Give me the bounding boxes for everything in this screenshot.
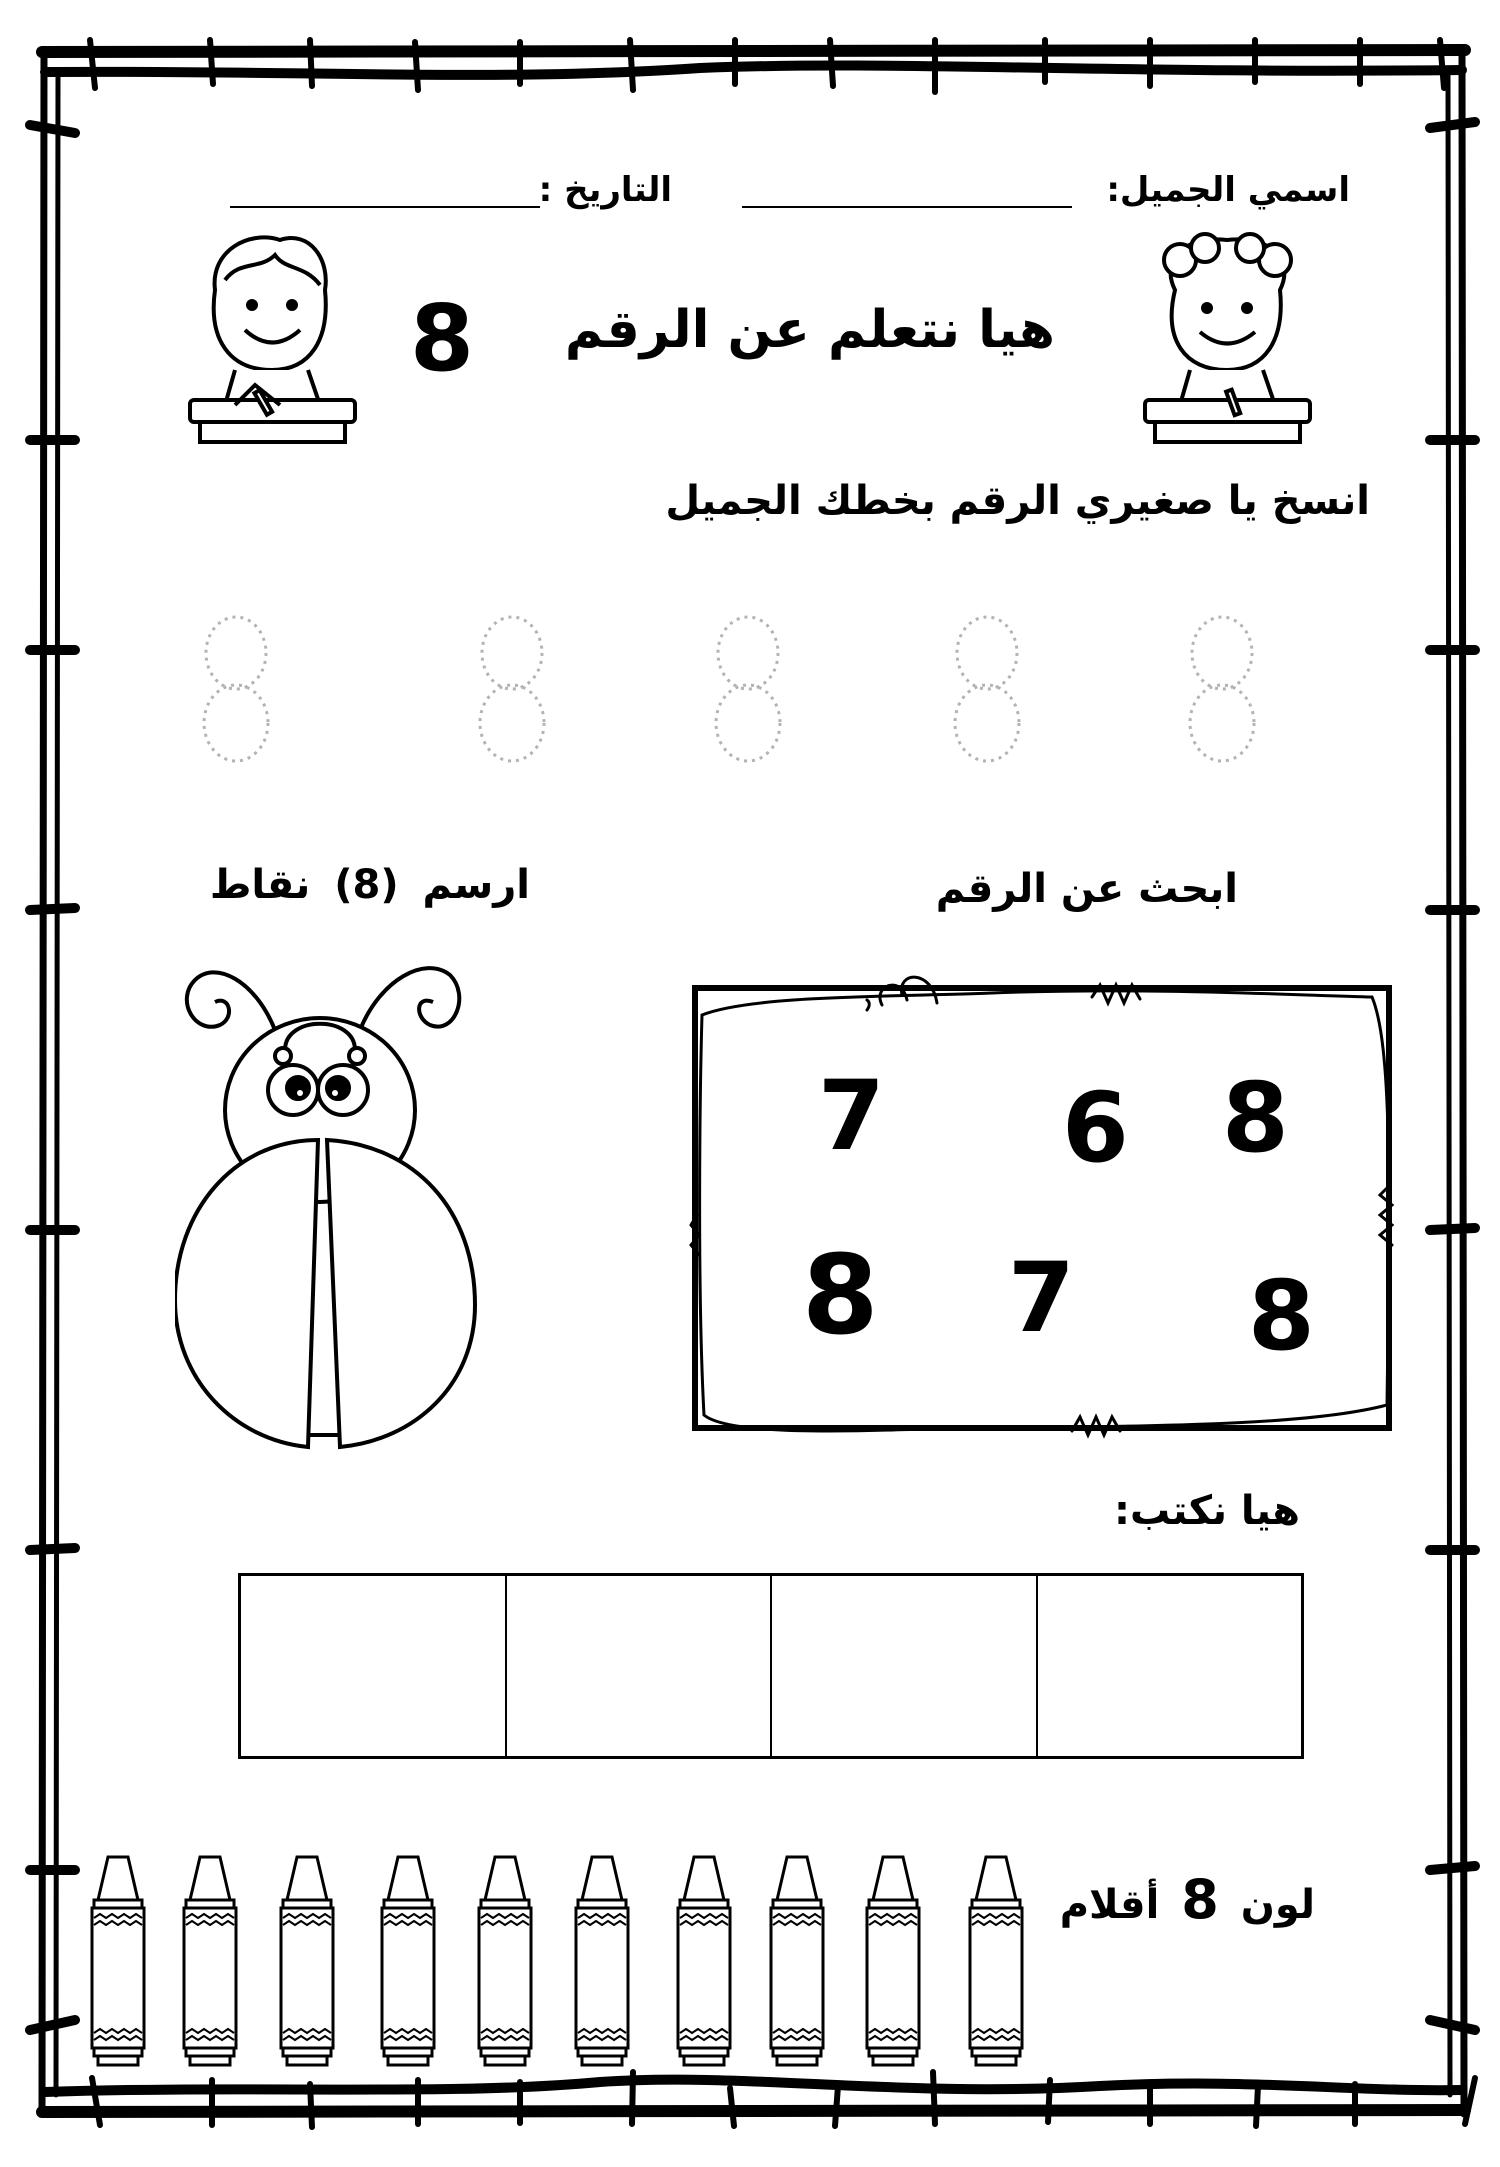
trace-digit-8[interactable] <box>1182 615 1262 765</box>
writing-box[interactable] <box>1038 1576 1302 1756</box>
color-label-post: أقلام <box>1059 1882 1160 1928</box>
crayon-icon[interactable] <box>88 1855 148 2067</box>
crayon-icon[interactable] <box>180 1855 240 2067</box>
girl-writing-illustration <box>1135 230 1320 465</box>
crayon-icon[interactable] <box>277 1855 337 2067</box>
title-number: 8 <box>410 285 475 392</box>
writing-box[interactable] <box>507 1576 773 1756</box>
crayon-icon[interactable] <box>572 1855 632 2067</box>
draw-label-number: (8) <box>334 862 399 908</box>
trace-digit-8[interactable] <box>196 615 276 765</box>
draw-dots-label <box>210 862 530 908</box>
name-field[interactable] <box>742 206 1072 208</box>
search-number[interactable]: 8 <box>1222 1062 1289 1174</box>
crayon-icon[interactable] <box>475 1855 535 2067</box>
search-number[interactable]: 8 <box>1248 1260 1315 1372</box>
trace-digit-8[interactable] <box>472 615 552 765</box>
trace-digit-8[interactable] <box>708 615 788 765</box>
draw-label-post: نقاط <box>209 862 311 908</box>
boy-writing-illustration <box>180 230 365 465</box>
color-crayons-label <box>1060 1868 1315 1931</box>
writing-grid <box>238 1573 1304 1759</box>
crayon-icon[interactable] <box>767 1855 827 2067</box>
search-number[interactable]: 7 <box>818 1060 885 1172</box>
date-field[interactable] <box>230 206 540 208</box>
crayon-icon[interactable] <box>966 1855 1026 2067</box>
color-label-number: 8 <box>1181 1868 1219 1931</box>
crayon-icon[interactable] <box>863 1855 923 2067</box>
date-label: التاريخ : <box>538 170 672 210</box>
crayon-icon[interactable] <box>378 1855 438 2067</box>
ladybug-illustration[interactable] <box>175 940 535 1465</box>
crayon-icon[interactable] <box>674 1855 734 2067</box>
search-number[interactable]: 7 <box>1008 1242 1075 1354</box>
draw-label-pre: ارسم <box>422 862 530 908</box>
writing-box[interactable] <box>241 1576 507 1756</box>
search-number[interactable]: 8 <box>802 1231 879 1359</box>
trace-digit-8[interactable] <box>947 615 1027 765</box>
color-label-pre: لون <box>1240 1882 1315 1928</box>
page-title: هيا نتعلم عن الرقم <box>564 300 1055 360</box>
name-label: اسمي الجميل: <box>1106 170 1350 210</box>
tracing-instruction: انسخ يا صغيري الرقم بخطك الجميل <box>665 478 1370 524</box>
writing-label: هيا نكتب: <box>1114 1488 1300 1534</box>
search-number-label: ابحث عن الرقم <box>935 866 1238 912</box>
writing-box[interactable] <box>772 1576 1038 1756</box>
search-number[interactable]: 6 <box>1062 1072 1129 1184</box>
